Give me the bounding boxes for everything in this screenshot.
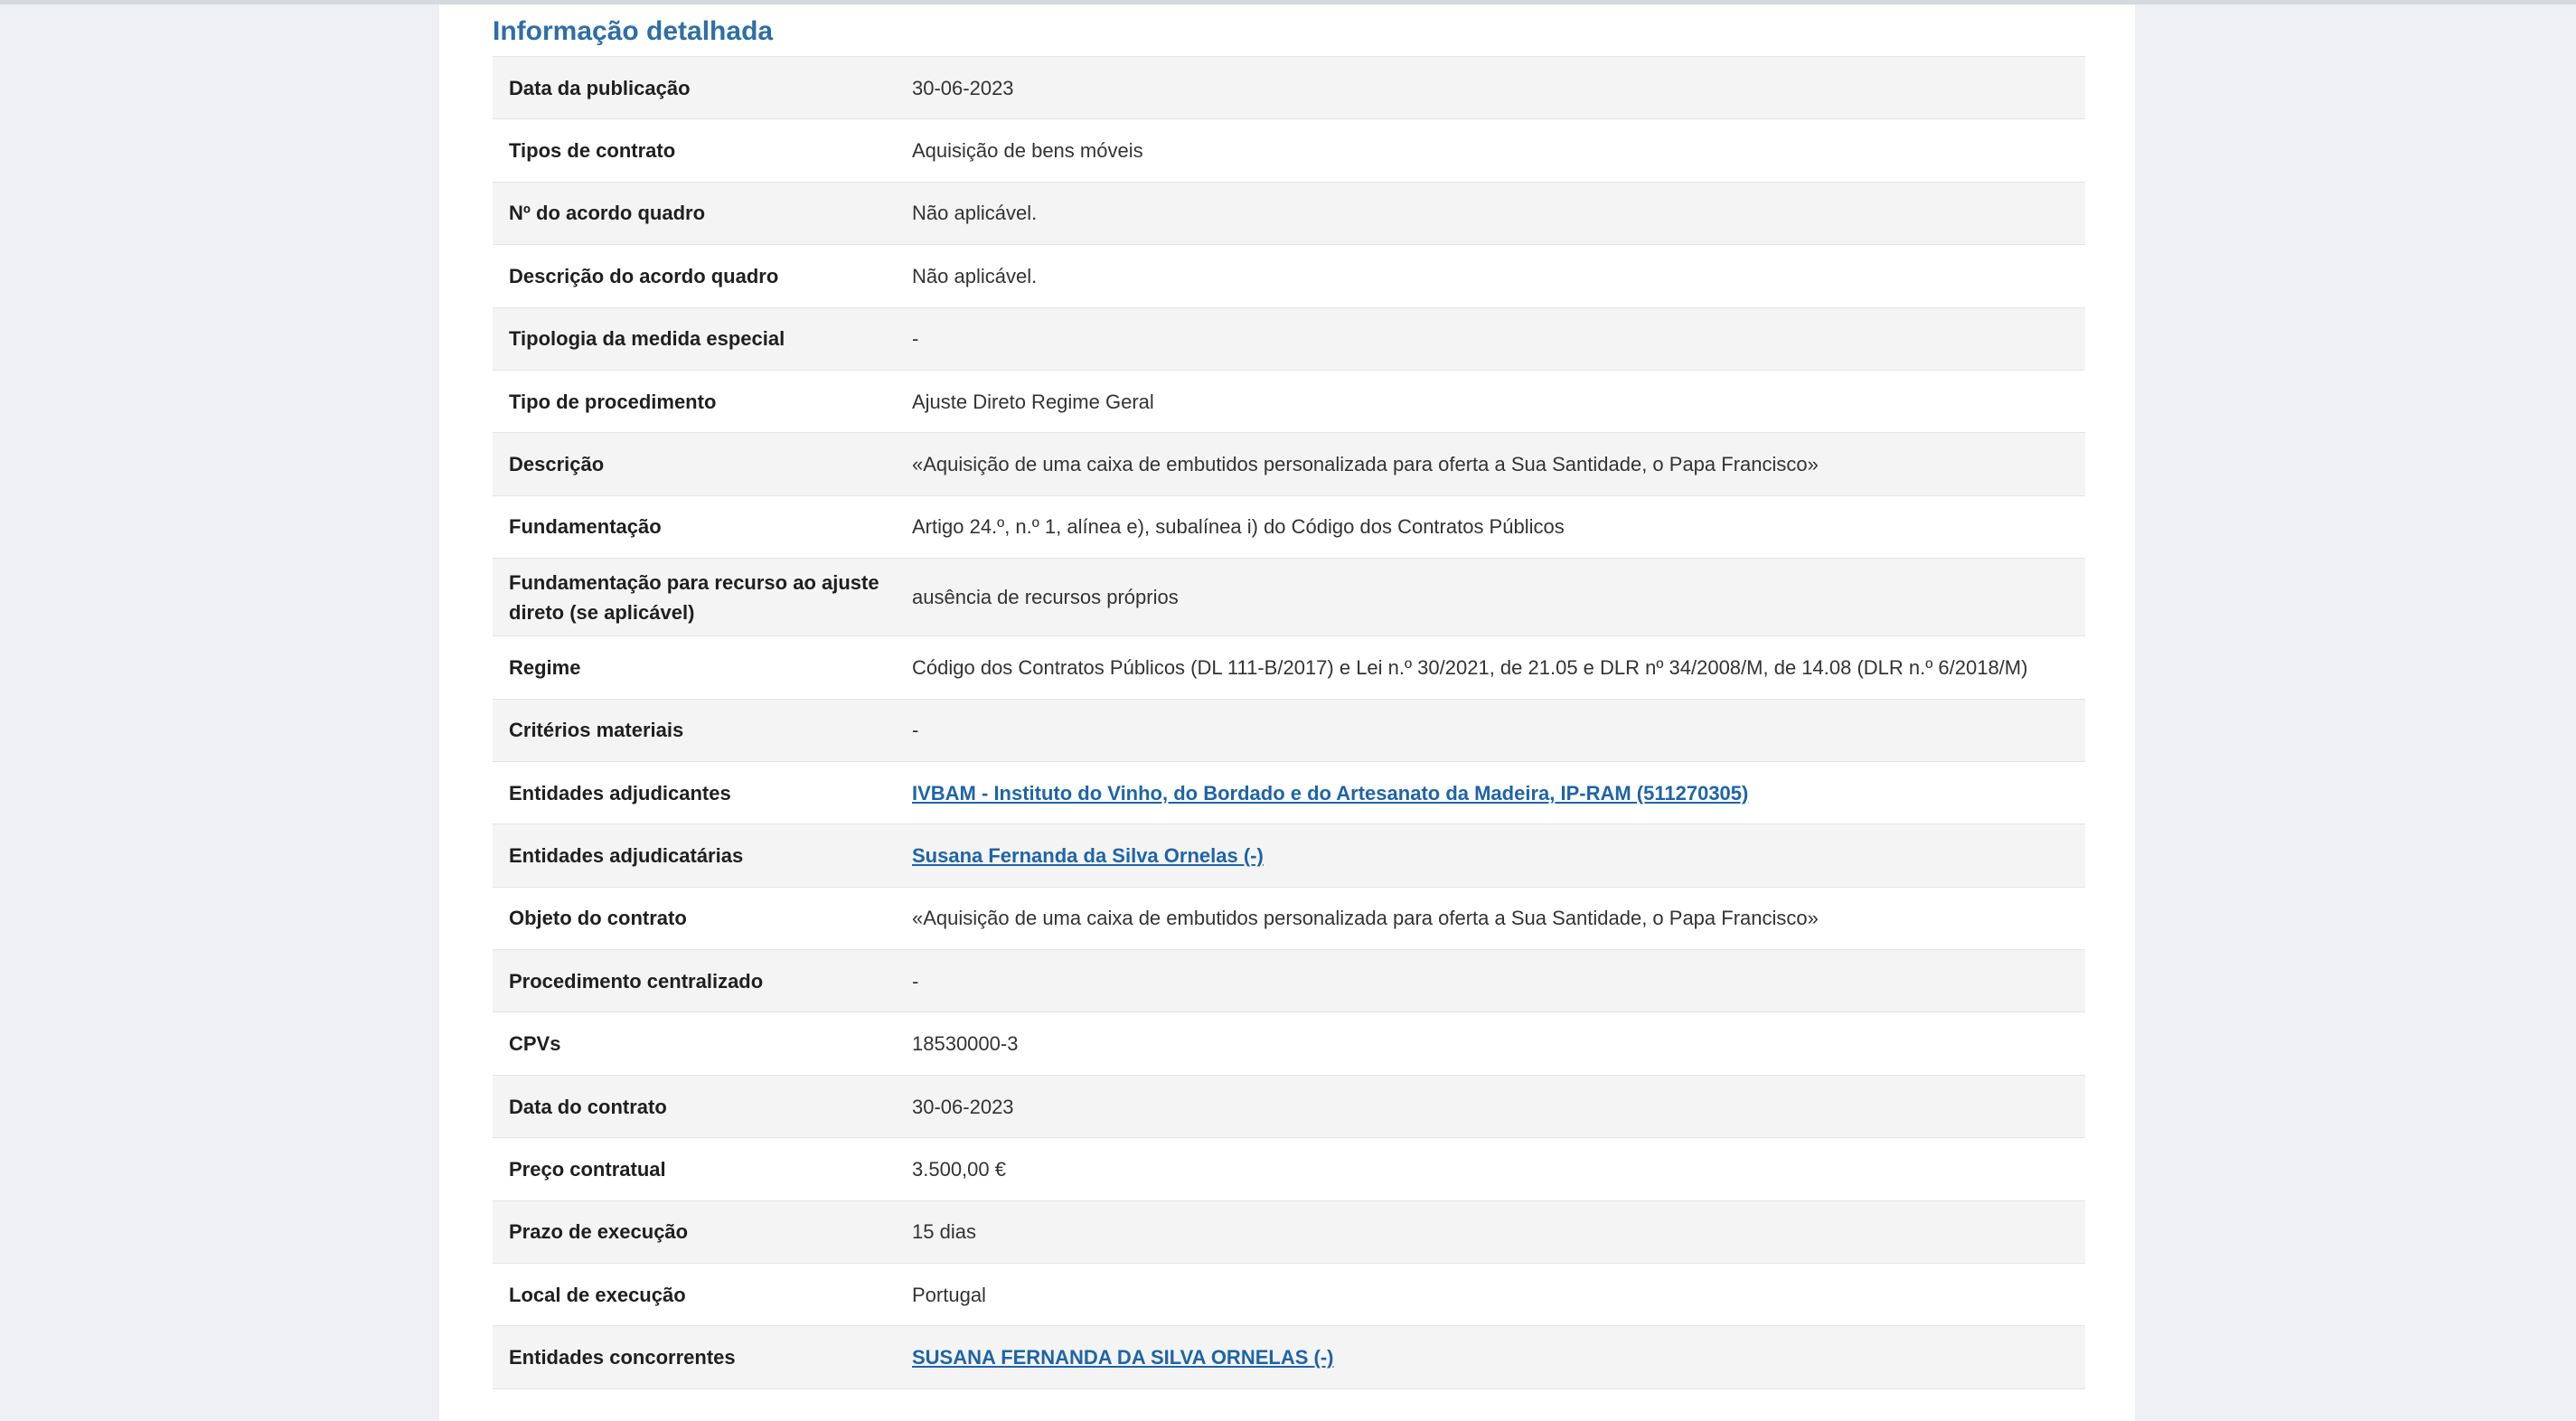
row-label: Data da publicação bbox=[509, 76, 691, 99]
row-label: Entidades concorrentes bbox=[509, 1346, 736, 1369]
row-local-execucao bbox=[493, 1264, 2085, 1326]
row-value: Código dos Contratos Públicos (DL 111-B/2017) e Lei n.º 30/2021, de 21.05 e DLR nº 34/2008/M, de 14.08 (DLR n.º 6/2018/M) bbox=[912, 655, 2028, 679]
row-value-cell bbox=[896, 761, 2085, 823]
row-value: 18530000-3 bbox=[912, 1032, 1019, 1056]
row-label: Objeto do contrato bbox=[509, 907, 687, 930]
entidade-concorrente-link[interactable]: SUSANA FERNANDA DA SILVA ORNELAS (-) bbox=[912, 1346, 1334, 1369]
row-value: 3.500,00 € bbox=[912, 1157, 1006, 1181]
entidade-adjudicante-link[interactable]: IVBAM - Instituto do Vinho, do Bordado e do Artesanato da Madeira, IP-RAM (511270305) bbox=[912, 781, 1749, 805]
row-label: Preço contratual bbox=[509, 1157, 666, 1181]
row-value: 15 dias bbox=[912, 1220, 976, 1244]
row-value: Não aplicável. bbox=[912, 202, 1038, 225]
row-tipologia-medida-especial bbox=[493, 307, 2085, 370]
row-tipos-contrato bbox=[493, 119, 2085, 182]
row-label: Tipologia da medida especial bbox=[509, 327, 785, 351]
row-label: Data do contrato bbox=[509, 1095, 667, 1118]
row-value: Aquisição de bens móveis bbox=[912, 139, 1143, 163]
row-label: Nº do acordo quadro bbox=[509, 202, 706, 225]
row-objeto-contrato bbox=[493, 887, 2085, 949]
row-label: Tipo de procedimento bbox=[509, 390, 717, 413]
row-label: Descrição do acordo quadro bbox=[509, 264, 779, 287]
row-label: Entidades adjudicantes bbox=[509, 781, 731, 805]
row-numero-acordo-quadro bbox=[493, 182, 2085, 244]
row-label: Prazo de execução bbox=[509, 1220, 689, 1244]
row-value: Não aplicável. bbox=[912, 264, 1038, 287]
row-value: ausência de recursos próprios bbox=[912, 586, 1179, 609]
row-entidades-adjudicantes bbox=[493, 761, 2085, 823]
row-label: Entidades adjudicatárias bbox=[509, 843, 744, 867]
row-preco-contratual bbox=[493, 1138, 2085, 1200]
row-prazo-execucao bbox=[493, 1200, 2085, 1263]
row-label: Tipos de contrato bbox=[509, 139, 676, 163]
row-value: - bbox=[912, 327, 919, 351]
row-data-contrato bbox=[493, 1075, 2085, 1137]
row-entidades-concorrentes bbox=[493, 1326, 2085, 1388]
entidade-adjudicataria-link[interactable]: Susana Fernanda da Silva Ornelas (-) bbox=[912, 843, 1264, 867]
row-fundamentacao-ajuste-direto bbox=[493, 559, 2085, 636]
row-value: 30-06-2023 bbox=[912, 76, 1014, 99]
row-value: «Aquisição de uma caixa de embutidos personalizada para oferta a Sua Santidade, o Papa Francisco» bbox=[912, 453, 1819, 476]
details-table bbox=[493, 56, 2085, 1389]
row-regime bbox=[493, 636, 2085, 699]
row-cpvs bbox=[493, 1012, 2085, 1075]
row-criterios-materiais bbox=[493, 699, 2085, 761]
row-data-publicacao bbox=[493, 57, 2085, 119]
row-value: Artigo 24.º, n.º 1, alínea e), subalínea i) do Código dos Contratos Públicos bbox=[912, 515, 1565, 539]
row-value-cell bbox=[896, 824, 2085, 887]
row-entidades-adjudicatarias bbox=[493, 824, 2085, 887]
row-value-cell bbox=[896, 1326, 2085, 1388]
row-procedimento-centralizado bbox=[493, 950, 2085, 1012]
row-label: Fundamentação para recurso ao ajuste direto (se aplicável) bbox=[509, 570, 879, 624]
content-panel bbox=[439, 5, 2135, 1421]
row-descricao bbox=[493, 433, 2085, 495]
row-value: 30-06-2023 bbox=[912, 1095, 1014, 1118]
row-value: - bbox=[912, 719, 919, 742]
row-value: - bbox=[912, 969, 919, 993]
row-label: Regime bbox=[509, 655, 581, 679]
row-label: Fundamentação bbox=[509, 515, 662, 539]
row-label: Procedimento centralizado bbox=[509, 969, 764, 993]
row-value: Ajuste Direto Regime Geral bbox=[912, 390, 1154, 413]
row-label: CPVs bbox=[509, 1032, 561, 1056]
section-title: Informação detalhada bbox=[493, 16, 774, 46]
row-value: «Aquisição de uma caixa de embutidos personalizada para oferta a Sua Santidade, o Papa Francisco» bbox=[912, 907, 1819, 930]
row-descricao-acordo-quadro bbox=[493, 245, 2085, 307]
row-fundamentacao bbox=[493, 495, 2085, 558]
row-label: Critérios materiais bbox=[509, 719, 684, 742]
row-label: Local de execução bbox=[509, 1283, 686, 1306]
row-value: Portugal bbox=[912, 1283, 986, 1306]
row-label: Descrição bbox=[509, 453, 605, 476]
row-tipo-procedimento bbox=[493, 370, 2085, 432]
